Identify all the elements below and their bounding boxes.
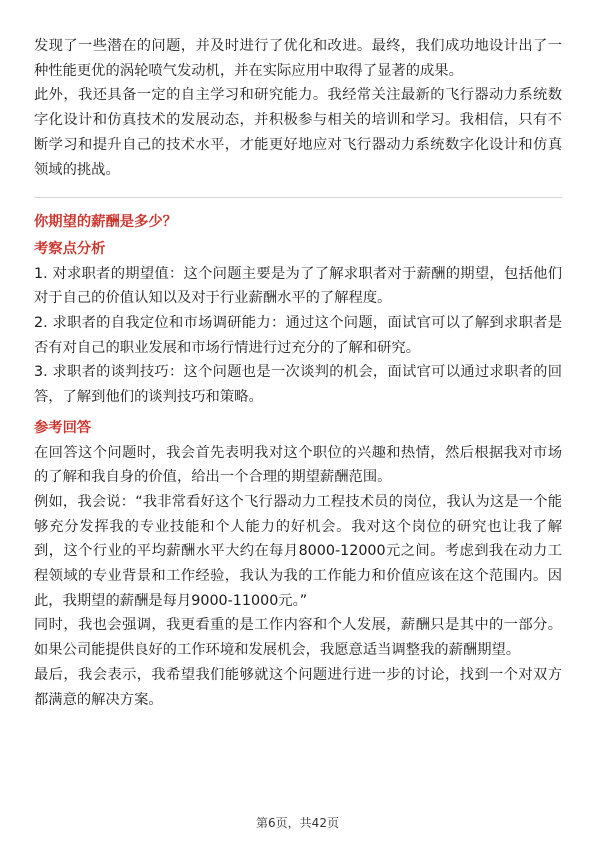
answer-paragraph: 例如，我会说：“我非常看好这个飞行器动力工程技术员的岗位，我认为这是一个能够充分发挥我的专业技能和个人能力的好机会。我对这个岗位的研究也让我了解到，这个行业的平均薪酬水平大约在每月8000-12000元之间。考虑到我在动力工程领域的专业背景和工作经验，我认为我的工作能力和价值应该在这个范围内。因此，我期望的薪酬是每月9000-11000元。” xyxy=(34,493,562,609)
analysis-item: 3. 求职者的谈判技巧：这个问题也是一次谈判的机会，面试官可以通过求职者的回答，了解到他们的谈判技巧和策略。 xyxy=(34,364,562,406)
document-body xyxy=(34,34,562,712)
page-number: 第6页，共42页 xyxy=(256,816,339,830)
body-paragraph: 发现了一些潜在的问题，并及时进行了优化和改进。最终，我们成功地设计出了一种性能更优的涡轮喷气发动机，并在实际应用中取得了显著的成果。 xyxy=(34,38,562,79)
question-heading: 你期望的薪酬是多少？ xyxy=(34,214,177,231)
body-paragraph: 此外，我还具备一定的自主学习和研究能力。我经常关注最新的飞行器动力系统数字化设计和仿真技术的发展动态，并积极参与相关的培训和学习。我相信，只有不断学习和提升自己的技术水平，才能更好地应对飞行器动力系统数字化设计和仿真领域的挑战。 xyxy=(34,87,562,178)
section-divider xyxy=(34,197,562,198)
analysis-heading: 考察点分析 xyxy=(34,240,106,257)
analysis-item: 1. 对求职者的期望值：这个问题主要是为了了解求职者对于薪酬的期望，包括他们对于自己的价值认知以及对于行业薪酬水平的了解程度。 xyxy=(34,265,562,307)
answer-heading: 参考回答 xyxy=(34,419,92,436)
answer-paragraph: 在回答这个问题时，我会首先表明我对这个职位的兴趣和热情，然后根据我对市场的了解和我自身的价值，给出一个合理的期望薪酬范围。 xyxy=(34,444,562,486)
answer-paragraph: 最后，我会表示，我希望我们能够就这个问题进行进一步的讨论，找到一个对双方都满意的解决方案。 xyxy=(34,666,562,708)
analysis-item: 2. 求职者的自我定位和市场调研能力：通过这个问题，面试官可以了解到求职者是否有对自己的职业发展和市场行情进行过充分的了解和研究。 xyxy=(34,315,562,356)
answer-paragraph: 同时，我也会强调，我更看重的是工作内容和个人发展，薪酬只是其中的一部分。如果公司能提供良好的工作环境和发展机会，我愿意适当调整我的薪酬期望。 xyxy=(34,617,562,659)
